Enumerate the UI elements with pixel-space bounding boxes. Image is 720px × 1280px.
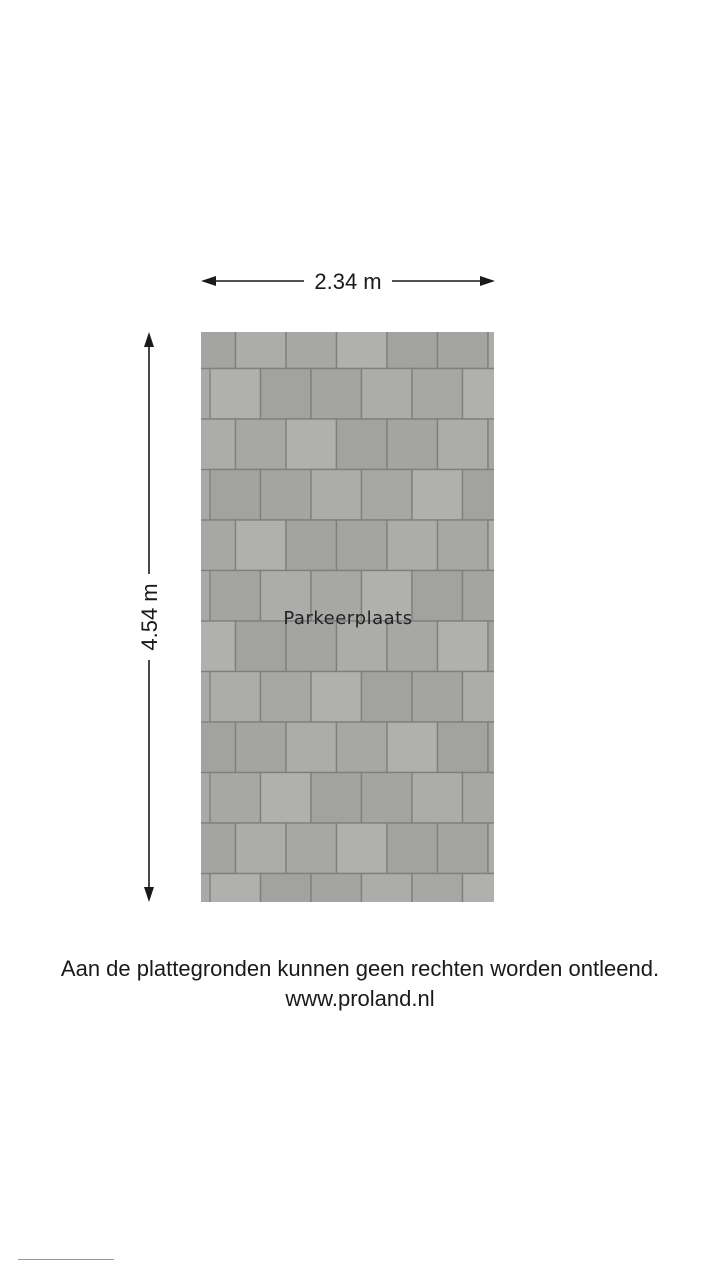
- paving-tile: [387, 318, 438, 369]
- paving-tile: [463, 672, 514, 723]
- paving-tile: [488, 520, 539, 571]
- paving-tile: [185, 621, 236, 672]
- paving-tile: [412, 874, 463, 925]
- paving-tile: [438, 419, 489, 470]
- paving-tile: [311, 672, 362, 723]
- paving-tile: [337, 419, 388, 470]
- paving-tile: [261, 773, 312, 824]
- disclaimer-text: Aan de plattegronden kunnen geen rechten worden ontleend.: [60, 956, 660, 981]
- website-link[interactable]: www.proland.nl: [285, 986, 435, 1011]
- paving-tile: [261, 672, 312, 723]
- paving-tile: [362, 672, 413, 723]
- paving-tile: [185, 823, 236, 874]
- paving-tile: [488, 621, 539, 672]
- paving-tile: [185, 520, 236, 571]
- paving-tile: [337, 318, 388, 369]
- paving-tile: [412, 470, 463, 521]
- paving-tile: [185, 722, 236, 773]
- paving-tile: [438, 722, 489, 773]
- paving-tile: [488, 318, 539, 369]
- paving-tile: [488, 823, 539, 874]
- arrow-up-icon: [144, 332, 154, 347]
- paving-tile: [362, 470, 413, 521]
- paving-tile: [261, 874, 312, 925]
- paving-tile: [236, 621, 287, 672]
- paving-tile: [210, 773, 261, 824]
- paving-tile: [185, 419, 236, 470]
- paving-tile: [337, 520, 388, 571]
- paving-tile: [286, 722, 337, 773]
- arrow-left-icon: [201, 276, 216, 286]
- paving-tile: [311, 369, 362, 420]
- paving-tile: [210, 874, 261, 925]
- paving-tile: [286, 318, 337, 369]
- paving-tile: [362, 369, 413, 420]
- paving-tile: [438, 318, 489, 369]
- paving-tile: [463, 470, 514, 521]
- paving-tile: [261, 369, 312, 420]
- width-label: 2.34 m: [314, 269, 382, 294]
- paving-tile: [286, 823, 337, 874]
- paving-tile: [488, 722, 539, 773]
- paving-tile: [412, 369, 463, 420]
- paving-tile: [337, 722, 388, 773]
- paving-tile: [210, 470, 261, 521]
- paving-tile: [210, 571, 261, 622]
- room-parkeerplaats: [185, 318, 539, 924]
- paving-tile: [387, 419, 438, 470]
- height-label: 4.54 m: [137, 583, 162, 651]
- paving-tile: [412, 773, 463, 824]
- paving-tile: [412, 571, 463, 622]
- paving-tile: [362, 874, 413, 925]
- paving-tile: [311, 874, 362, 925]
- paving-tile: [185, 318, 236, 369]
- paving-tile: [311, 773, 362, 824]
- paving-tile: [438, 520, 489, 571]
- height-dimension: [137, 332, 162, 902]
- paving-tile: [236, 419, 287, 470]
- paving-tile: [311, 470, 362, 521]
- paving-tile: [210, 672, 261, 723]
- paving-tile: [210, 369, 261, 420]
- paving-tile: [236, 823, 287, 874]
- paving-tile: [412, 672, 463, 723]
- paving-tile: [488, 419, 539, 470]
- paving-tile: [236, 318, 287, 369]
- paving-tile: [362, 773, 413, 824]
- paving-tile: [387, 823, 438, 874]
- arrow-right-icon: [480, 276, 495, 286]
- paving-tile: [387, 722, 438, 773]
- width-dimension: [201, 269, 495, 294]
- paving-tile: [438, 823, 489, 874]
- paving-tile: [438, 621, 489, 672]
- paving-tile: [236, 722, 287, 773]
- arrow-down-icon: [144, 887, 154, 902]
- fine-print-mark: [18, 1258, 114, 1261]
- room-label: Parkeerplaats: [283, 608, 413, 629]
- paving-tile: [463, 571, 514, 622]
- paving-tile: [261, 470, 312, 521]
- paving-tile: [463, 369, 514, 420]
- paving-tile: [236, 520, 287, 571]
- paving-tile: [463, 874, 514, 925]
- paving-tile: [337, 823, 388, 874]
- paving-tile: [286, 419, 337, 470]
- paving-tile: [387, 520, 438, 571]
- paving-tile: [286, 520, 337, 571]
- paving-tile: [463, 773, 514, 824]
